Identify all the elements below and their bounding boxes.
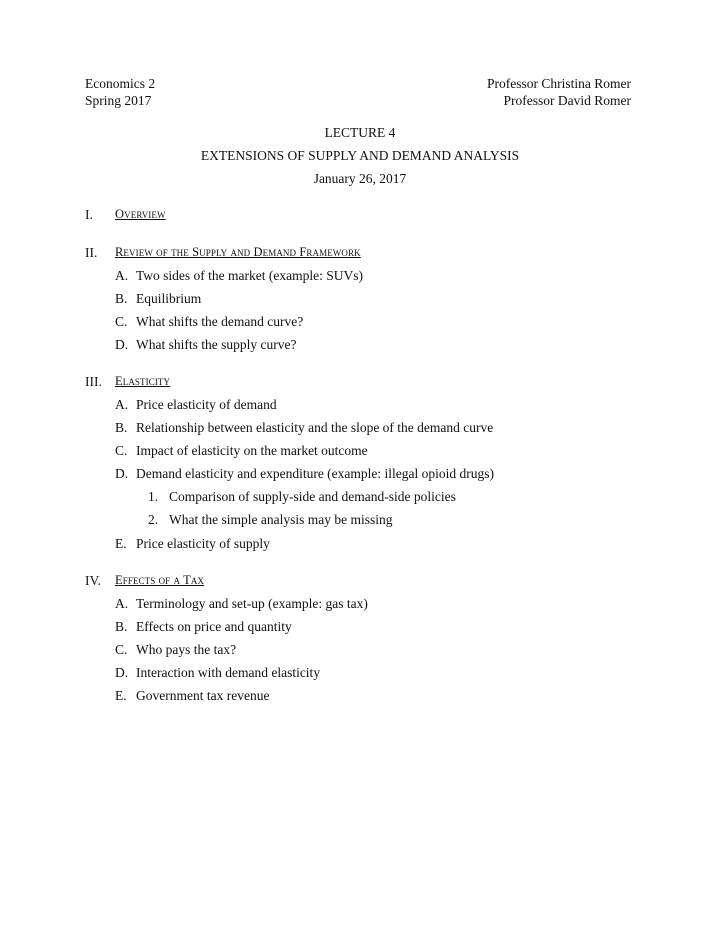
lecture-number: LECTURE 4 (324, 125, 396, 140)
list-item: A. Terminology and set-up (example: gas tax) (115, 596, 368, 611)
section-3 (85, 374, 170, 390)
lecture-date: January 26, 2017 (313, 171, 407, 186)
term: Spring 2017 (85, 93, 152, 108)
sub-list-item: 2. What the simple analysis may be missing (148, 512, 393, 527)
list-item: D. Interaction with demand elasticity (115, 665, 321, 680)
course-name: Economics 2 (85, 76, 156, 91)
professor-1: Professor Christina Romer (487, 76, 631, 91)
section-title: Effects of a Tax (115, 573, 205, 587)
section-title: Review of the Supply and Demand Framework (115, 245, 361, 259)
list-item: D. Demand elasticity and expenditure (example: illegal opioid drugs) (115, 466, 495, 481)
section-1 (85, 207, 166, 223)
list-item: D. What shifts the supply curve? (115, 337, 297, 352)
section-4 (85, 573, 204, 589)
header-row-1 (85, 76, 631, 92)
list-item: E. Government tax revenue (115, 688, 270, 703)
section-title: Elasticity (115, 374, 171, 388)
section-number: I. (85, 207, 93, 222)
list-item: B. Relationship between elasticity and the slope of the demand curve (115, 420, 494, 435)
list-item: A. Price elasticity of demand (115, 397, 277, 412)
professor-2: Professor David Romer (503, 93, 631, 108)
lecture-topic: EXTENSIONS OF SUPPLY AND DEMAND ANALYSIS (200, 148, 520, 163)
section-2 (85, 245, 361, 261)
section-number: II. (85, 245, 98, 260)
section-number: III. (85, 374, 102, 389)
header-row-2 (85, 93, 631, 109)
list-item: A. Two sides of the market (example: SUVs) (115, 268, 364, 283)
sub-list-item: 1. Comparison of supply-side and demand-side policies (148, 489, 456, 504)
list-item: C. Impact of elasticity on the market outcome (115, 443, 368, 458)
list-item: E. Price elasticity of supply (115, 536, 270, 551)
list-item: C. Who pays the tax? (115, 642, 237, 657)
section-number: IV. (85, 573, 101, 588)
section-title: Overview (115, 207, 166, 221)
list-item: C. What shifts the demand curve? (115, 314, 304, 329)
list-item: B. Effects on price and quantity (115, 619, 292, 634)
list-item: B. Equilibrium (115, 291, 202, 306)
